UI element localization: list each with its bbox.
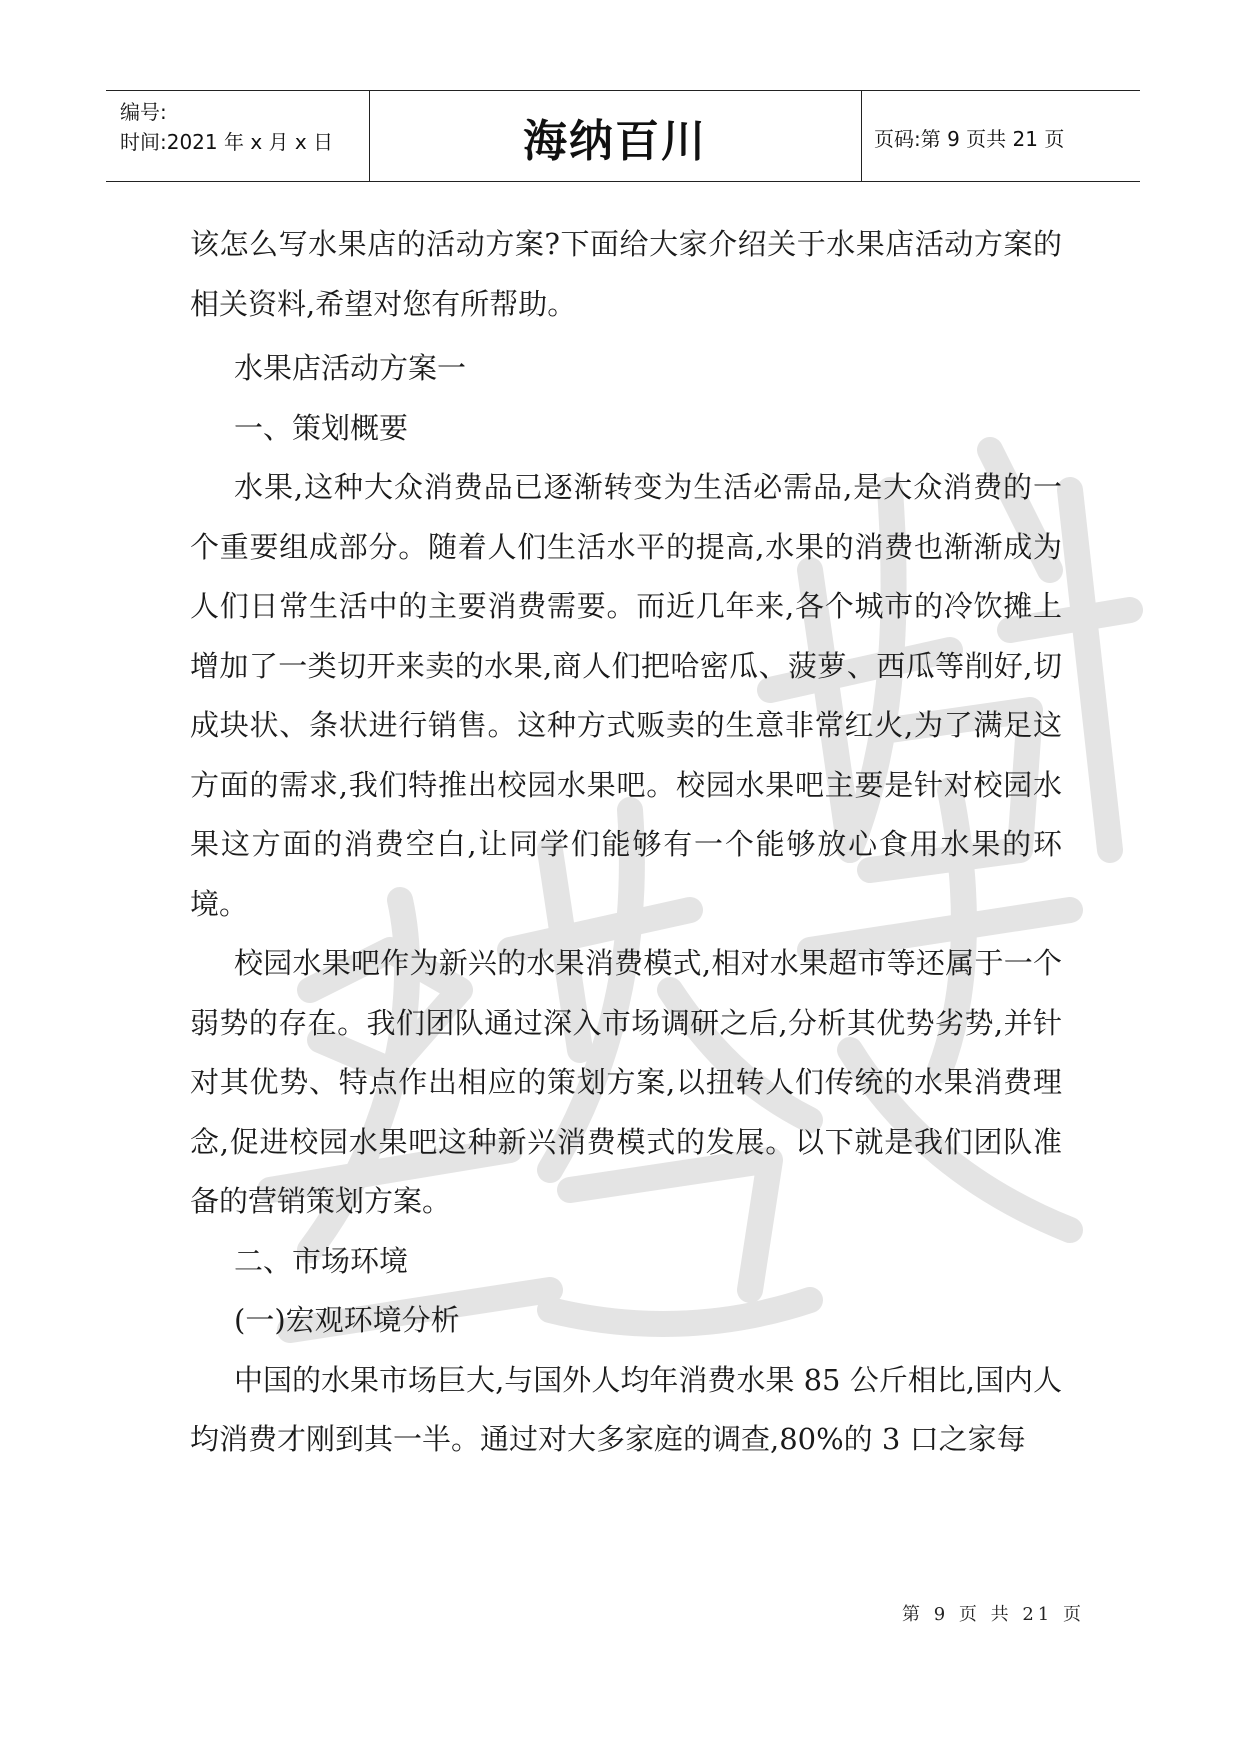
header-meta <box>120 97 333 157</box>
document-body <box>190 215 1062 1470</box>
page-header <box>106 90 1140 182</box>
body-paragraph: 校园水果吧作为新兴的水果消费模式,相对水果超市等还属于一个弱势的存在。我们团队通过深入市场调研之后,分析其优势劣势,并针对其优势、特点作出相应的策划方案,以扭转人们传统的水果消费理念,促进校园水果吧这种新兴消费模式的发展。以下就是我们团队准备的营销策划方案。 <box>190 946 1062 1218</box>
intro-paragraph: 该怎么写水果店的活动方案?下面给大家介绍关于水果店活动方案的相关资料,希望对您有所帮助。 <box>190 227 1062 321</box>
body-paragraph: 水果,这种大众消费品已逐渐转变为生活必需品,是大众消费的一个重要组成部分。随着人们生活水平的提高,水果的消费也渐渐成为人们日常生活中的主要消费需要。而近几年来,各个城市的冷饮摊上增加了一类切开来卖的水果,商人们把哈密瓜、菠萝、西瓜等削好,切成块状、条状进行销售。这种方式贩卖的生意非常红火,为了满足这方面的需求,我们特推出校园水果吧。校园水果吧主要是针对校园水果这方面的消费空白,让同学们能够有一个能够放心食用水果的环境。 <box>190 470 1062 921</box>
document-time-label: 时间:2021 年 x 月 x 日 <box>120 130 334 154</box>
section-heading-market-environment: 二、市场环境 <box>234 1243 409 1278</box>
header-title: 海纳百川 <box>523 116 707 167</box>
subsection-heading-macro-analysis: (一)宏观环境分析 <box>234 1303 460 1337</box>
page-footer: 第 9 页 共 21 页 <box>902 1604 1085 1625</box>
document-number-label: 编号: <box>120 100 167 124</box>
body-paragraph: 中国的水果市场巨大,与国外人均年消费水果 85 公斤相比,国内人均消费才刚到其一半。通过对大多家庭的调查,80%的 3 口之家每 <box>190 1362 1062 1456</box>
section-heading-plan-one: 水果店活动方案一 <box>234 351 467 385</box>
section-heading-overview: 一、策划概要 <box>234 410 409 445</box>
header-divider-right <box>861 91 862 181</box>
header-page-number: 页码:第 9 页共 21 页 <box>874 126 1065 151</box>
